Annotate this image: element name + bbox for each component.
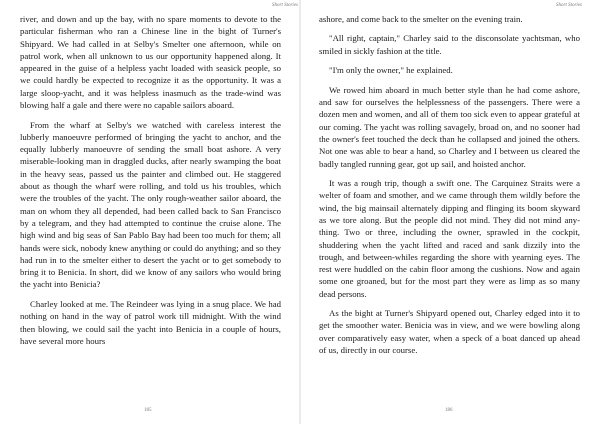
page-number: 186: [445, 408, 453, 413]
running-head: Short Stories: [556, 3, 582, 8]
paragraph: "I'm only the owner," he explained.: [329, 65, 453, 76]
paragraph: From the wharf at Selby's we watched with careless interest the lubberly manoeuvre performed of bringing the yacht to anchor, and the equally lubberly manoeuvre of sending the small boat ashore. A very miserable-looking man in draggled ducks, after nearly swamping the boat in the heavy seas, passed us the painter and climbed out. He staggered about as though the wharf were rolling, and told us his troubles, which were the troubles of the yacht. The only rough-weather sailor aboard, the man on whom they all depended, had been called back to San Francisco by a telegram, and they had attempted to continue the cruise alone. The high wind and big seas of San Pablo Bay had been too much for them; all hands were sick, nobody knew anything or could do anything; and so they had run in to the smelter either to desert the yacht or to get somebody to bring it to Benicia. In short, did we know of any sailors who would bring the yacht into Benicia?: [20, 119, 281, 290]
paragraph: Charley looked at me. The Reindeer was lying in a snug place. We had nothing on hand in the way of patrol work till midnight. With the wind then blowing, we could sail the yacht into Benicia in a couple of hours, have several more hours: [20, 298, 281, 346]
paragraph: ashore, and come back to the smelter on the evening train.: [319, 14, 523, 24]
right-page: [300, 0, 600, 424]
page-text: [319, 13, 580, 364]
paragraph: We rowed him aboard in much better style than he had come ashore, and saw for ourselves the helplessness of the passengers. There were a dozen men and women, and all of them too sick even to appear grateful at our coming. The yacht was rolling savagely, broad on, and no sooner had the owner's feet touched the deck than he collapsed and joined the others. Not one was able to bear a hand, so Charley and I between us cleared the badly tangled running gear, got up sail, and hoisted anchor.: [319, 84, 580, 169]
page-number: 185: [144, 408, 152, 413]
paragraph: As the bight at Turner's Shipyard opened out, Charley edged into it to get the smoother water. Benicia was in view, and we were bowling along over comparatively easy water, when a speck of a boat danced up ahead of us, directly in our course.: [319, 308, 580, 356]
paragraph: It was a rough trip, though a swift one. The Carquinez Straits were a welter of foam and smother, and we came through them wildly before the wind, the big mainsail alternately dipping and flinging its boom skyward as we tore along. But the people did not mind. They did not mind anything. Two or three, including the owner, sprawled in the cockpit, shuddering when the yacht lifted and raced and sank dizzily into the trough, and between-whiles regarding the shore with yearning eyes. The rest were huddled on the cabin floor among the cushions. Now and again some one groaned, but for the most part they were as limp as so many dead persons.: [319, 178, 580, 299]
running-head: Short Stories: [272, 3, 298, 8]
page-text: [20, 13, 281, 354]
paragraph: river, and down and up the bay, with no spare moments to devote to the particular fisherman who ran a Chinese line in the bight of Turner's Shipyard. We had called in at Selby's Smelter one afternoon, while on patrol work, when all unknown to us our opportunity happened along. It appeared in the guise of a helpless yacht loaded with seasick people, so we could hardly be expected to recognize it as the opportunity. It was a large sloop-yacht, and it was helpless inasmuch as the trade-wind was blowing half a gale and there were no capable sailors aboard.: [20, 14, 281, 111]
paragraph: "All right, captain," Charley said to the disconsolate yachtsman, who smiled in sickly fashion at the title.: [319, 33, 580, 56]
